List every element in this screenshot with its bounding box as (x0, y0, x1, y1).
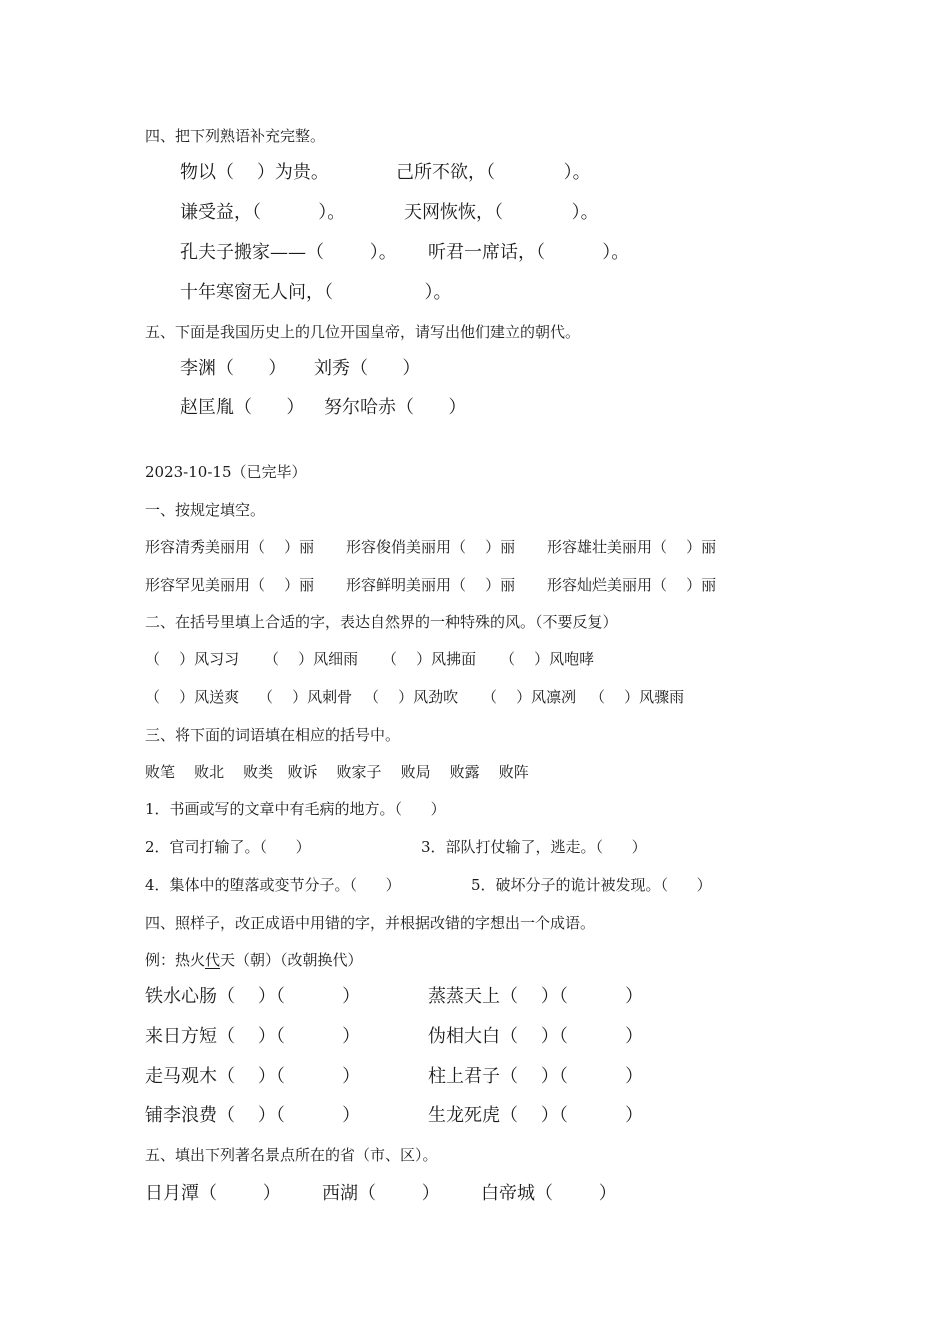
correction-item: 柱上君子（ ）（ ） (428, 1066, 644, 1087)
fill-item: 形容俊俏美丽用（ ）丽 (346, 538, 516, 556)
wind-item: （ ）风骤雨 (590, 688, 685, 706)
emperor-blank: 刘秀（ ） (314, 358, 421, 379)
fill-item: 形容罕见美丽用（ ）丽 (145, 576, 315, 594)
wind-item: （ ）风送爽 (145, 688, 240, 706)
idiom-blank: 十年寒窗无人问，（ ）。 (180, 282, 452, 303)
wind-item: （ ）风凛冽 (482, 688, 577, 706)
question-item: 3．部队打仗输了，逃走。（ ） (421, 838, 647, 856)
idiom-blank: 谦受益，（ ）。 (180, 202, 346, 223)
wind-item: （ ）风细雨 (264, 650, 359, 668)
emperor-blank: 赵匡胤（ ） (180, 397, 305, 418)
date-header: 2023-10-15（已完毕） (145, 463, 307, 481)
correction-item: 来日方短（ ）（ ） (145, 1026, 361, 1047)
place-item: 白帝城（ ） (481, 1183, 617, 1204)
correction-item: 生龙死虎（ ）（ ） (428, 1105, 644, 1126)
example-wrong-char: 代 (205, 951, 221, 969)
example-line (145, 953, 363, 968)
correction-item: 蒸蒸天上（ ）（ ） (428, 986, 644, 1007)
fill-item: 形容鲜明美丽用（ ）丽 (346, 576, 516, 594)
emperor-blank: 李渊（ ） (180, 358, 287, 379)
idiom-blank: 天网恢恢，（ ）。 (404, 202, 599, 223)
example-prefix: 例：热火 (145, 951, 206, 969)
wind-item: （ ）风拂面 (382, 650, 477, 668)
question-item: 1．书画或写的文章中有毛病的地方。（ ） (145, 800, 446, 818)
idiom-blank: 物以（ ）为贵。 (180, 162, 329, 183)
idiom-blank: 听君一席话，（ ）。 (428, 242, 630, 263)
fill-item: 形容灿烂美丽用（ ）丽 (547, 576, 717, 594)
section-title-q1-fill: 一、按规定填空。 (145, 501, 266, 519)
correction-item: 伪相大白（ ）（ ） (428, 1026, 644, 1047)
section-title-q2-wind: 二、在括号里填上合适的字，表达自然界的一种特殊的风。（不要反复） (145, 613, 618, 631)
place-item: 西湖（ ） (322, 1183, 440, 1204)
wind-item: （ ）风劲吹 (364, 688, 459, 706)
section-title-q4-idioms: 四、把下列熟语补充完整。 (145, 127, 326, 145)
word-bank: 败笔 败北 败类 败诉 败家子 败局 败露 败阵 (145, 763, 529, 781)
question-item: 4．集体中的堕落或变节分子。（ ） (145, 876, 401, 894)
section-title-q5-emperors: 五、下面是我国历史上的几位开国皇帝，请写出他们建立的朝代。 (145, 323, 581, 341)
emperor-blank: 努尔哈赤（ ） (324, 397, 467, 418)
section-title-q5-places: 五、填出下列著名景点所在的省（市、区）。 (145, 1146, 438, 1164)
example-suffix: 天（朝）（改朝换代） (220, 951, 363, 969)
fill-item: 形容清秀美丽用（ ）丽 (145, 538, 315, 556)
section-title-q3-words: 三、将下面的词语填在相应的括号中。 (145, 726, 401, 744)
wind-item: （ ）风咆哮 (500, 650, 595, 668)
correction-item: 铁水心肠（ ）（ ） (145, 986, 361, 1007)
section-title-q4-correct: 四、照样子，改正成语中用错的字，并根据改错的字想出一个成语。 (145, 914, 596, 932)
wind-item: （ ）风刺骨 (258, 688, 353, 706)
place-item: 日月潭（ ） (145, 1183, 281, 1204)
idiom-blank: 孔夫子搬家——（ ）。 (180, 242, 397, 263)
question-item: 5．破坏分子的诡计被发现。（ ） (471, 876, 712, 894)
question-item: 2．官司打输了。（ ） (145, 838, 311, 856)
idiom-blank: 己所不欲，（ ）。 (396, 162, 591, 183)
wind-item: （ ）风习习 (145, 650, 240, 668)
correction-item: 铺李浪费（ ）（ ） (145, 1105, 361, 1126)
correction-item: 走马观木（ ）（ ） (145, 1066, 361, 1087)
fill-item: 形容雄壮美丽用（ ）丽 (547, 538, 717, 556)
